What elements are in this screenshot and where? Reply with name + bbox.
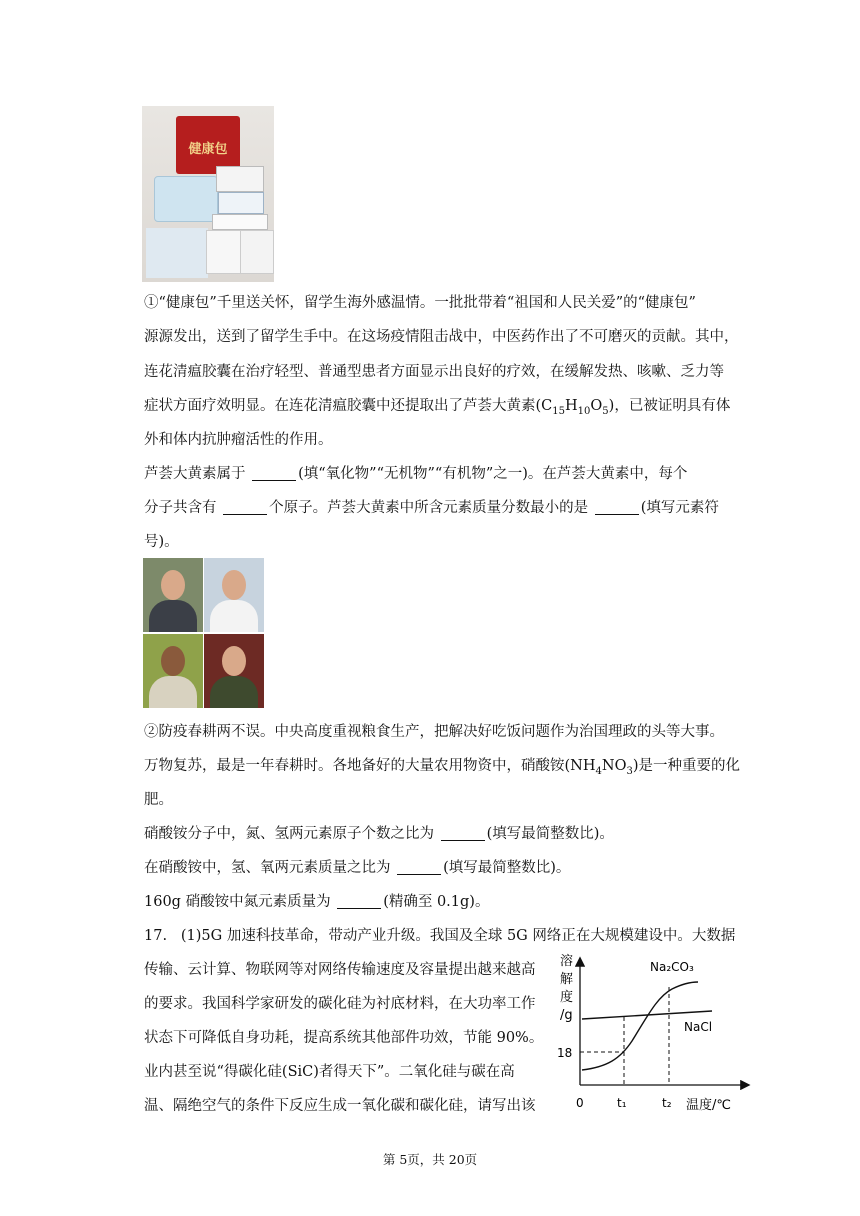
portrait-photo [204,634,264,708]
y-axis-label-char: 度 [560,990,574,1005]
series-label-nacl: NaCl [684,1020,713,1034]
answer-blank[interactable] [337,894,381,909]
health-kit-photo [142,106,274,282]
answer-blank[interactable] [252,466,296,481]
q17-line2: 传输、云计算、物联网等对网络传输速度及容量提出越来越高 [144,962,536,978]
q16-question-line1: 芦荟大黄素属于 (填“氧化物”“无机物”“有机物”之一)。在芦荟大黄素中，每个 [144,466,688,482]
portrait-photo [204,558,264,632]
q17-line6: 温、隔绝空气的条件下反应生成一氧化碳和碳化硅，请写出该 [144,1098,536,1114]
mask-pack [146,228,208,278]
x-axis-label: 温度/℃ [686,1098,731,1113]
scientists-photo-collage [143,558,264,708]
wipes-pack [154,176,218,222]
q16-part2-line3: 肥。 [144,792,173,808]
ammonium-nitrate-formula: $(NH_4NO_3)$ [564,758,639,777]
q16-part2-question2: 在硝酸铵中，氢、氧两元素质量之比为 (填写最简整数比)。 [144,860,571,876]
q16-question-line3: 号)。 [144,534,179,550]
solubility-chart [552,945,774,1120]
portrait-photo [143,558,203,632]
q16-intro-line5: 外和体内抗肿瘤活性的作用。 [144,432,333,448]
y-tick-label-18: 18 [557,1046,573,1060]
series-line-na2co3 [582,982,698,1070]
q16-intro-line4: 症状方面疗效明显。在连花清瘟胶囊中还提取出了芦荟大黄素$(C_{15}H_{10}O_5)$，已被证明具有体 [144,398,731,417]
q16-part2-question1: 硝酸铵分子中，氮、氢两元素原子个数之比为 (填写最简整数比)。 [144,826,614,842]
q16-intro-line3: 连花清瘟胶囊在治疗轻型、普通型患者方面显示出良好的疗效，在缓解发热、咳嗽、乏力等 [144,364,724,380]
x-tick-label-t2: t₂ [662,1096,672,1110]
q16-part2-line1: ②防疫春耕两不误。中央高度重视粮食生产，把解决好吃饭问题作为治国理政的头等大事。 [144,724,724,740]
answer-blank[interactable] [397,860,441,875]
aloe-emodin-formula: $(C_{15}H_{10}O_5)$ [535,398,615,417]
q16-intro-line2: 源源发出，送到了留学生手中。在这场疫情阻击战中，中医药作出了不可磨灭的贡献。其中， [144,329,739,345]
q16-intro-line1: ①“健康包”千里送关怀，留学生海外感温情。一批批带着“祖国和人民关爱”的“健康包” [144,295,696,311]
origin-label: 0 [576,1096,584,1110]
answer-blank[interactable] [441,826,485,841]
page-footer: 第 5页，共 20页 [382,1152,478,1167]
q17-line4: 状态下可降低自身功耗，提高系统其他部件功效，节能 90%。 [144,1030,544,1046]
mask [240,230,274,274]
answer-blank[interactable] [595,500,639,515]
health-kit-label: 健康包 [188,142,228,157]
q17-line3: 的要求。我国科学家研发的碳化硅为衬底材料，在大功率工作 [144,996,536,1012]
y-axis-label-char: 解 [560,972,574,987]
q17-number: 17. [144,928,168,944]
medicine-box [218,192,264,214]
mask [206,230,242,274]
portrait-photo [143,634,203,708]
q16-question-line2: 分子共含有 个原子。芦荟大黄素中所含元素质量分数最小的是 (填写元素符 [144,500,719,516]
y-axis-label-char: /g [560,1008,573,1023]
medicine-box [212,214,268,230]
answer-blank[interactable] [223,500,267,515]
x-tick-label-t1: t₁ [617,1096,627,1110]
y-axis-label-char: 溶 [560,954,574,969]
q17-line5: 业内甚至说“得碳化硅(SiC)者得天下”。二氧化硅与碳在高 [144,1064,515,1080]
medicine-box [216,166,264,192]
q16-part2-question3: 160g 硝酸铵中氮元素质量为 (精确至 0.1g)。 [144,894,490,910]
q17-line1: 17. (1)5G 加速科技革命，带动产业升级。我国及全球 5G 网络正在大规模建设中。大数据 [144,928,736,944]
q16-part2-line2: 万物复苏，最是一年春耕时。各地备好的大量农用物资中，硝酸铵$(NH_4NO_3)$是一种重要的化 [144,758,740,777]
series-label-na2co3: Na₂CO₃ [650,960,694,974]
